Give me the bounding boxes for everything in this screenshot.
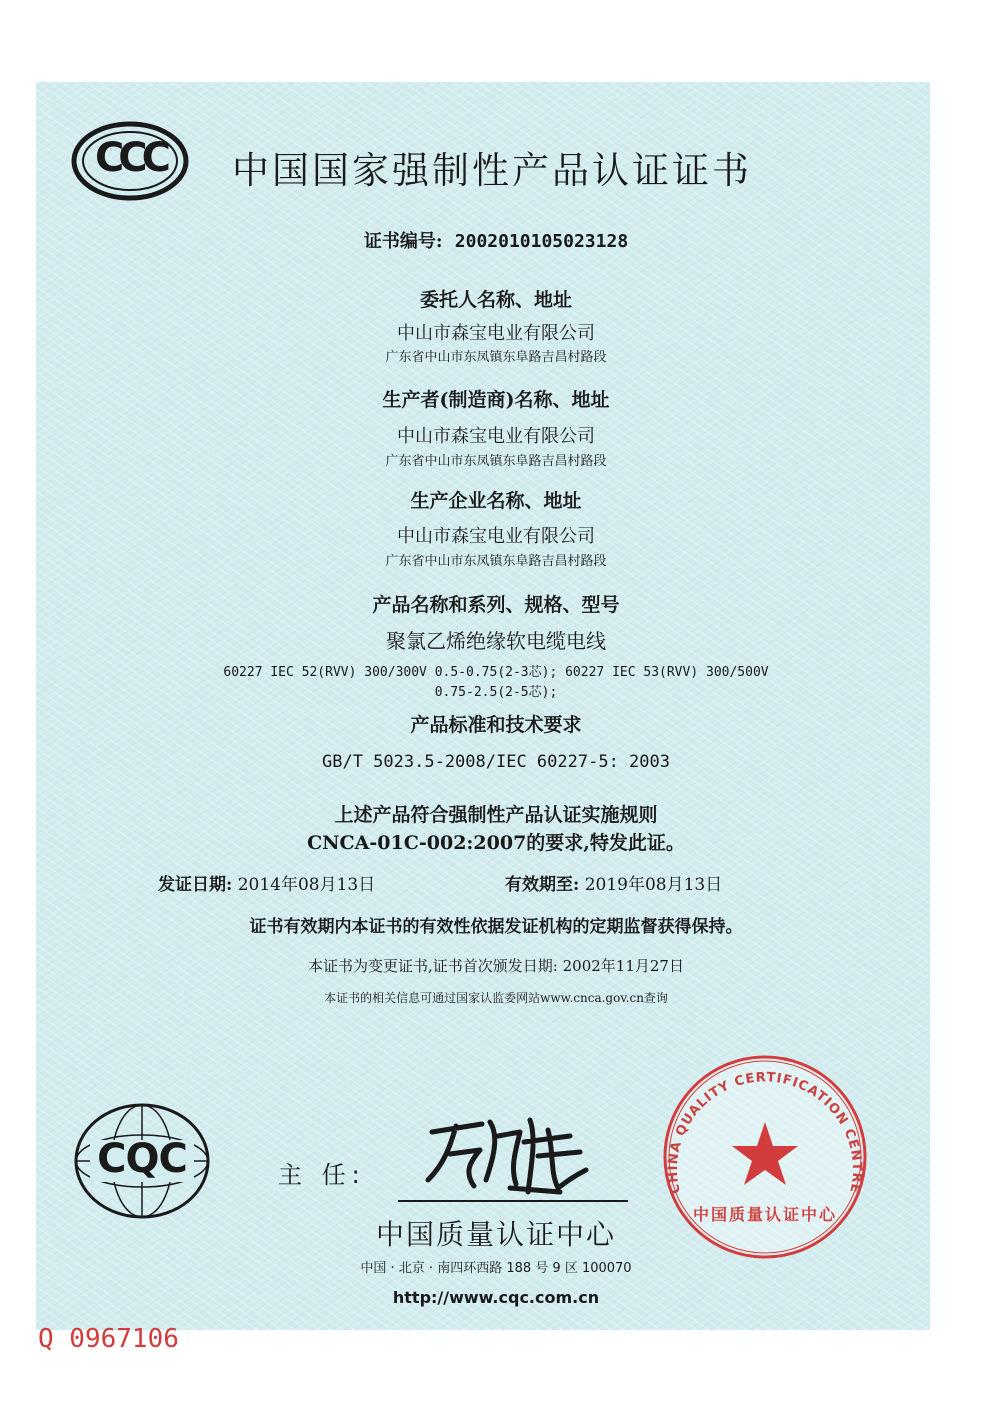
serial-number: Q 0967106: [38, 1324, 179, 1354]
expiry-date-value: 2019年08月13日: [584, 875, 723, 895]
signature-line: [398, 1200, 628, 1202]
validity-note: 证书有效期内本证书的有效性依据发证机构的定期监督获得保持。: [249, 917, 743, 937]
org-url: http://www.cqc.com.cn: [392, 1288, 600, 1307]
applicant-heading: 委托人名称、地址: [419, 289, 572, 311]
issue-date-value: 2014年08月13日: [237, 875, 376, 895]
director-signature: [420, 1102, 600, 1200]
org-name: 中国质量认证中心: [375, 1218, 616, 1251]
ccc-logo-text: CCC: [94, 135, 166, 181]
product-heading: 产品名称和系列、规格、型号: [372, 594, 620, 616]
applicant-name: 中山市森宝电业有限公司: [397, 323, 595, 344]
applicant-address: 广东省中山市东凤镇东阜路吉昌村路段: [385, 350, 607, 365]
manufacturer-address: 广东省中山市东凤镇东阜路吉昌村路段: [385, 454, 607, 469]
cqc-logo-text: CQC: [97, 1136, 187, 1182]
expiry-date-label: 有效期至:: [505, 875, 580, 895]
seal-outer-text: CHINA QUALITY CERTIFICATION CENTRE: [665, 1070, 865, 1196]
standard-value: GB/T 5023.5-2008/IEC 60227-5: 2003: [322, 752, 670, 772]
certificate-title: 中国国家强制性产品认证证书: [232, 149, 752, 192]
issue-date: [158, 870, 375, 895]
certificate-number-value: 2002010105023128: [454, 231, 629, 252]
certificate-number-label: 证书编号:: [363, 231, 443, 252]
factory-heading: 生产企业名称、地址: [410, 490, 582, 512]
certificate-number: [0, 227, 992, 253]
change-note: 本证书为变更证书,证书首次颁发日期: 2002年11月27日: [308, 957, 684, 975]
website-note: 本证书的相关信息可通过国家认监委网站www.cnca.gov.cn查询: [324, 991, 668, 1005]
conformity-line1: 上述产品符合强制性产品认证实施规则: [334, 804, 658, 826]
product-name: 聚氯乙烯绝缘软电缆电线: [386, 629, 606, 653]
manufacturer-heading: 生产者(制造商)名称、地址: [382, 389, 610, 411]
factory-address: 广东省中山市东凤镇东阜路吉昌村路段: [385, 554, 607, 569]
seal-inner-text: 中国质量认证中心: [692, 1205, 837, 1224]
standard-heading: 产品标准和技术要求: [410, 714, 582, 736]
official-seal: [660, 1052, 870, 1262]
product-spec-line2: 0.75-2.5(2-5芯);: [434, 685, 558, 700]
ccc-logo: [70, 120, 190, 202]
expiry-date: [505, 870, 722, 895]
issue-date-label: 发证日期:: [158, 875, 233, 895]
conformity-line2: CNCA-01C-002:2007的要求,特发此证。: [307, 832, 685, 854]
org-address: 中国 · 北京 · 南四环西路 188 号 9 区 100070: [360, 1261, 632, 1276]
manufacturer-name: 中山市森宝电业有限公司: [397, 426, 595, 447]
director-label: 主 任:: [278, 1161, 366, 1189]
product-spec-line1: 60227 IEC 52(RVV) 300/300V 0.5-0.75(2-3芯); 60227 IEC 53(RVV) 300/500V: [223, 665, 769, 680]
cqc-logo: [72, 1102, 212, 1220]
factory-name: 中山市森宝电业有限公司: [397, 526, 595, 547]
